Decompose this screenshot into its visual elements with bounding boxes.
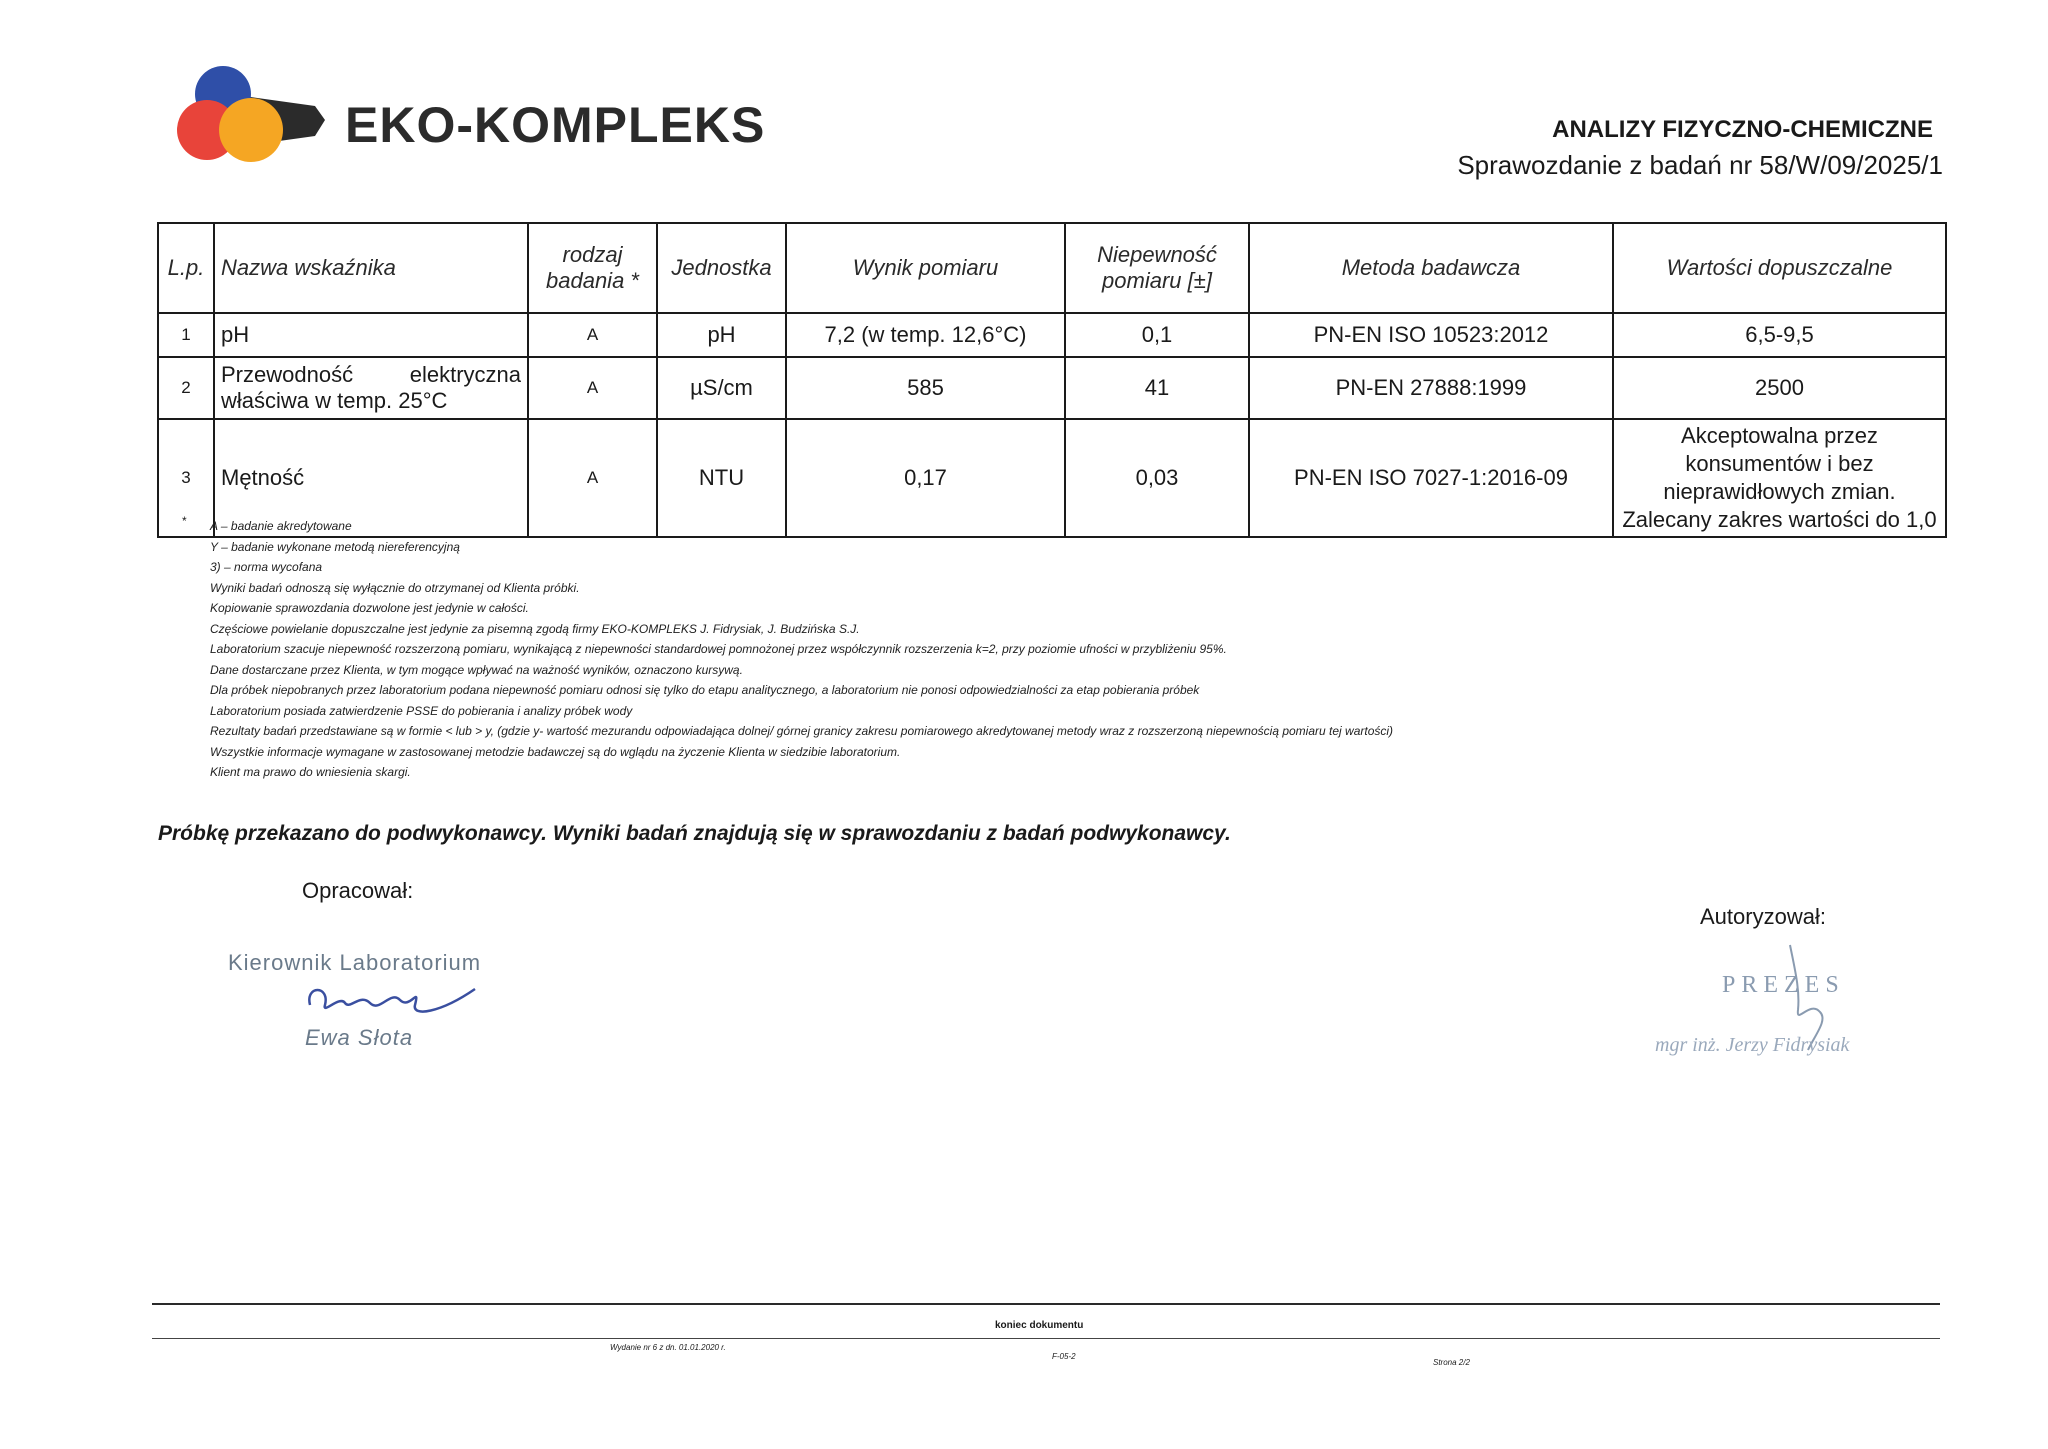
footnote-line: Laboratorium szacuje niepewność rozszerzoną pomiaru, wynikającą z niepewności standardowej pomnożonej przez współczynnik rozszerzenia k=2, przy poziomie ufności w przybliżeniu 95%. xyxy=(210,642,1227,656)
cell-lp: 1 xyxy=(158,313,214,357)
president-stamp-name: mgr inż. Jerzy Fidrysiak xyxy=(1655,1034,1850,1056)
cell-method: PN-EN ISO 7027-1:2016-09 xyxy=(1249,419,1613,537)
cell-result: 0,17 xyxy=(786,419,1065,537)
footnote-line: Wszystkie informacje wymagane w zastosowanej metodzie badawczej są do wglądu na życzenie Klienta w siedzibie laboratorium. xyxy=(210,744,901,759)
footnote-marker: * xyxy=(182,514,187,528)
footnote-line: Laboratorium posiada zatwierdzenie PSSE do pobierania i analizy próbek wody xyxy=(210,703,633,718)
cell-name-part: właściwa w temp. 25°C xyxy=(221,388,448,413)
footnote-line: Y – badanie wykonane metodą niereferencyjną xyxy=(210,539,460,554)
prepared-by-label: Opracował: xyxy=(302,878,414,903)
col-kind: rodzaj badania * xyxy=(528,223,657,313)
footnote-line: Rezultaty badań przedstawiane są w formie < lub > y, (gdzie y- wartość mezurandu odpowiadająca dolnej/ górnej granicy zakresu pomiarowego akredytowanej metody wraz z rozszerzoną niepewnością pomiaru tej wartości) xyxy=(210,724,1394,738)
footnotes xyxy=(210,516,1393,783)
table-row xyxy=(158,313,1946,357)
footnote-line: Dane dostarczane przez Klienta, w tym mogące wpływać na ważność wyników, oznaczono kursywą. xyxy=(210,662,743,677)
footnote-line: Kopiowanie sprawozdania dozwolone jest jedynie w całości. xyxy=(210,601,529,615)
cell-lp: 3 xyxy=(158,419,214,537)
cell-name: pH xyxy=(214,313,528,357)
footer-divider-thin xyxy=(152,1338,1940,1339)
company-logo xyxy=(165,58,325,168)
footnote-line: A – badanie akredytowane xyxy=(210,519,352,533)
cell-method: PN-EN 27888:1999 xyxy=(1249,357,1613,419)
footnote-line: Wyniki badań odnoszą się wyłącznie do otrzymanej od Klienta próbki. xyxy=(210,580,580,595)
results-table xyxy=(157,222,1947,538)
table-row xyxy=(158,357,1946,419)
cell-result: 7,2 (w temp. 12,6°C) xyxy=(786,313,1065,357)
lab-manager-signature xyxy=(300,975,480,1025)
cell-name-part: elektryczna xyxy=(409,362,521,387)
cell-kind: A xyxy=(528,313,657,357)
cell-kind: A xyxy=(528,419,657,537)
cell-method: PN-EN ISO 10523:2012 xyxy=(1249,313,1613,357)
cell-limits: 2500 xyxy=(1613,357,1946,419)
report-category: ANALIZY FIZYCZNO-CHEMICZNE xyxy=(1552,116,1933,143)
document-end-label: koniec dokumentu xyxy=(995,1320,1084,1331)
lab-manager-stamp-name: Ewa Słota xyxy=(305,1025,414,1050)
col-result: Wynik pomiaru xyxy=(786,223,1065,313)
cell-kind: A xyxy=(528,357,657,419)
cell-unit: µS/cm xyxy=(657,357,786,419)
table-header-row xyxy=(158,223,1946,313)
brand-name: EKO-KOMPLEKS xyxy=(345,97,766,153)
footnote-line: Częściowe powielanie dopuszczalne jest jedynie za pisemną zgodą firmy EKO-KOMPLEKS J. Fidrysiak, J. Budzińska S.J. xyxy=(210,621,860,636)
subcontract-notice: Próbkę przekazano do podwykonawcy. Wyniki badań znajdują się w sprawozdaniu z badań podwykonawcy. xyxy=(158,822,1231,845)
lab-manager-stamp-title: Kierownik Laboratorium xyxy=(228,950,482,975)
footer-divider xyxy=(152,1303,1940,1305)
cell-result: 585 xyxy=(786,357,1065,419)
col-uncertainty: Niepewność pomiaru [±] xyxy=(1065,223,1249,313)
cell-uncertainty: 41 xyxy=(1065,357,1249,419)
cell-uncertainty: 0,03 xyxy=(1065,419,1249,537)
col-limits: Wartości dopuszczalne xyxy=(1613,223,1946,313)
cell-uncertainty: 0,1 xyxy=(1065,313,1249,357)
president-stamp-title: PREZES xyxy=(1722,972,1845,998)
col-unit: Jednostka xyxy=(657,223,786,313)
edition-label: Wydanie nr 6 z dn. 01.01.2020 r. xyxy=(610,1343,726,1352)
form-code: F-05-2 xyxy=(1052,1352,1076,1361)
cell-name xyxy=(214,357,528,419)
cell-name-part: Przewodność xyxy=(221,362,354,387)
col-method: Metoda badawcza xyxy=(1249,223,1613,313)
cell-unit: NTU xyxy=(657,419,786,537)
footnote-line: 3) – norma wycofana xyxy=(210,560,323,574)
cell-lp: 2 xyxy=(158,357,214,419)
page-number: Strona 2/2 xyxy=(1433,1358,1470,1367)
col-name: Nazwa wskaźnika xyxy=(214,223,528,313)
footnote-line: Klient ma prawo do wniesienia skargi. xyxy=(210,765,411,779)
authorized-by-label: Autoryzował: xyxy=(1700,904,1826,929)
footnote-line: Dla próbek niepobranych przez laboratorium podana niepewność pomiaru odnosi się tylko do etapu analitycznego, a laboratorium nie ponosi odpowiedzialności za etap pobierania próbek xyxy=(210,683,1200,697)
col-lp: L.p. xyxy=(158,223,214,313)
report-number: Sprawozdanie z badań nr 58/W/09/2025/1 xyxy=(1457,150,1943,180)
cell-unit: pH xyxy=(657,313,786,357)
cell-limits: 6,5-9,5 xyxy=(1613,313,1946,357)
cell-name: Mętność xyxy=(214,419,528,537)
cell-limits: Akceptowalna przez konsumentów i bez nieprawidłowych zmian. Zalecany zakres wartości do 1,0 xyxy=(1613,419,1946,537)
